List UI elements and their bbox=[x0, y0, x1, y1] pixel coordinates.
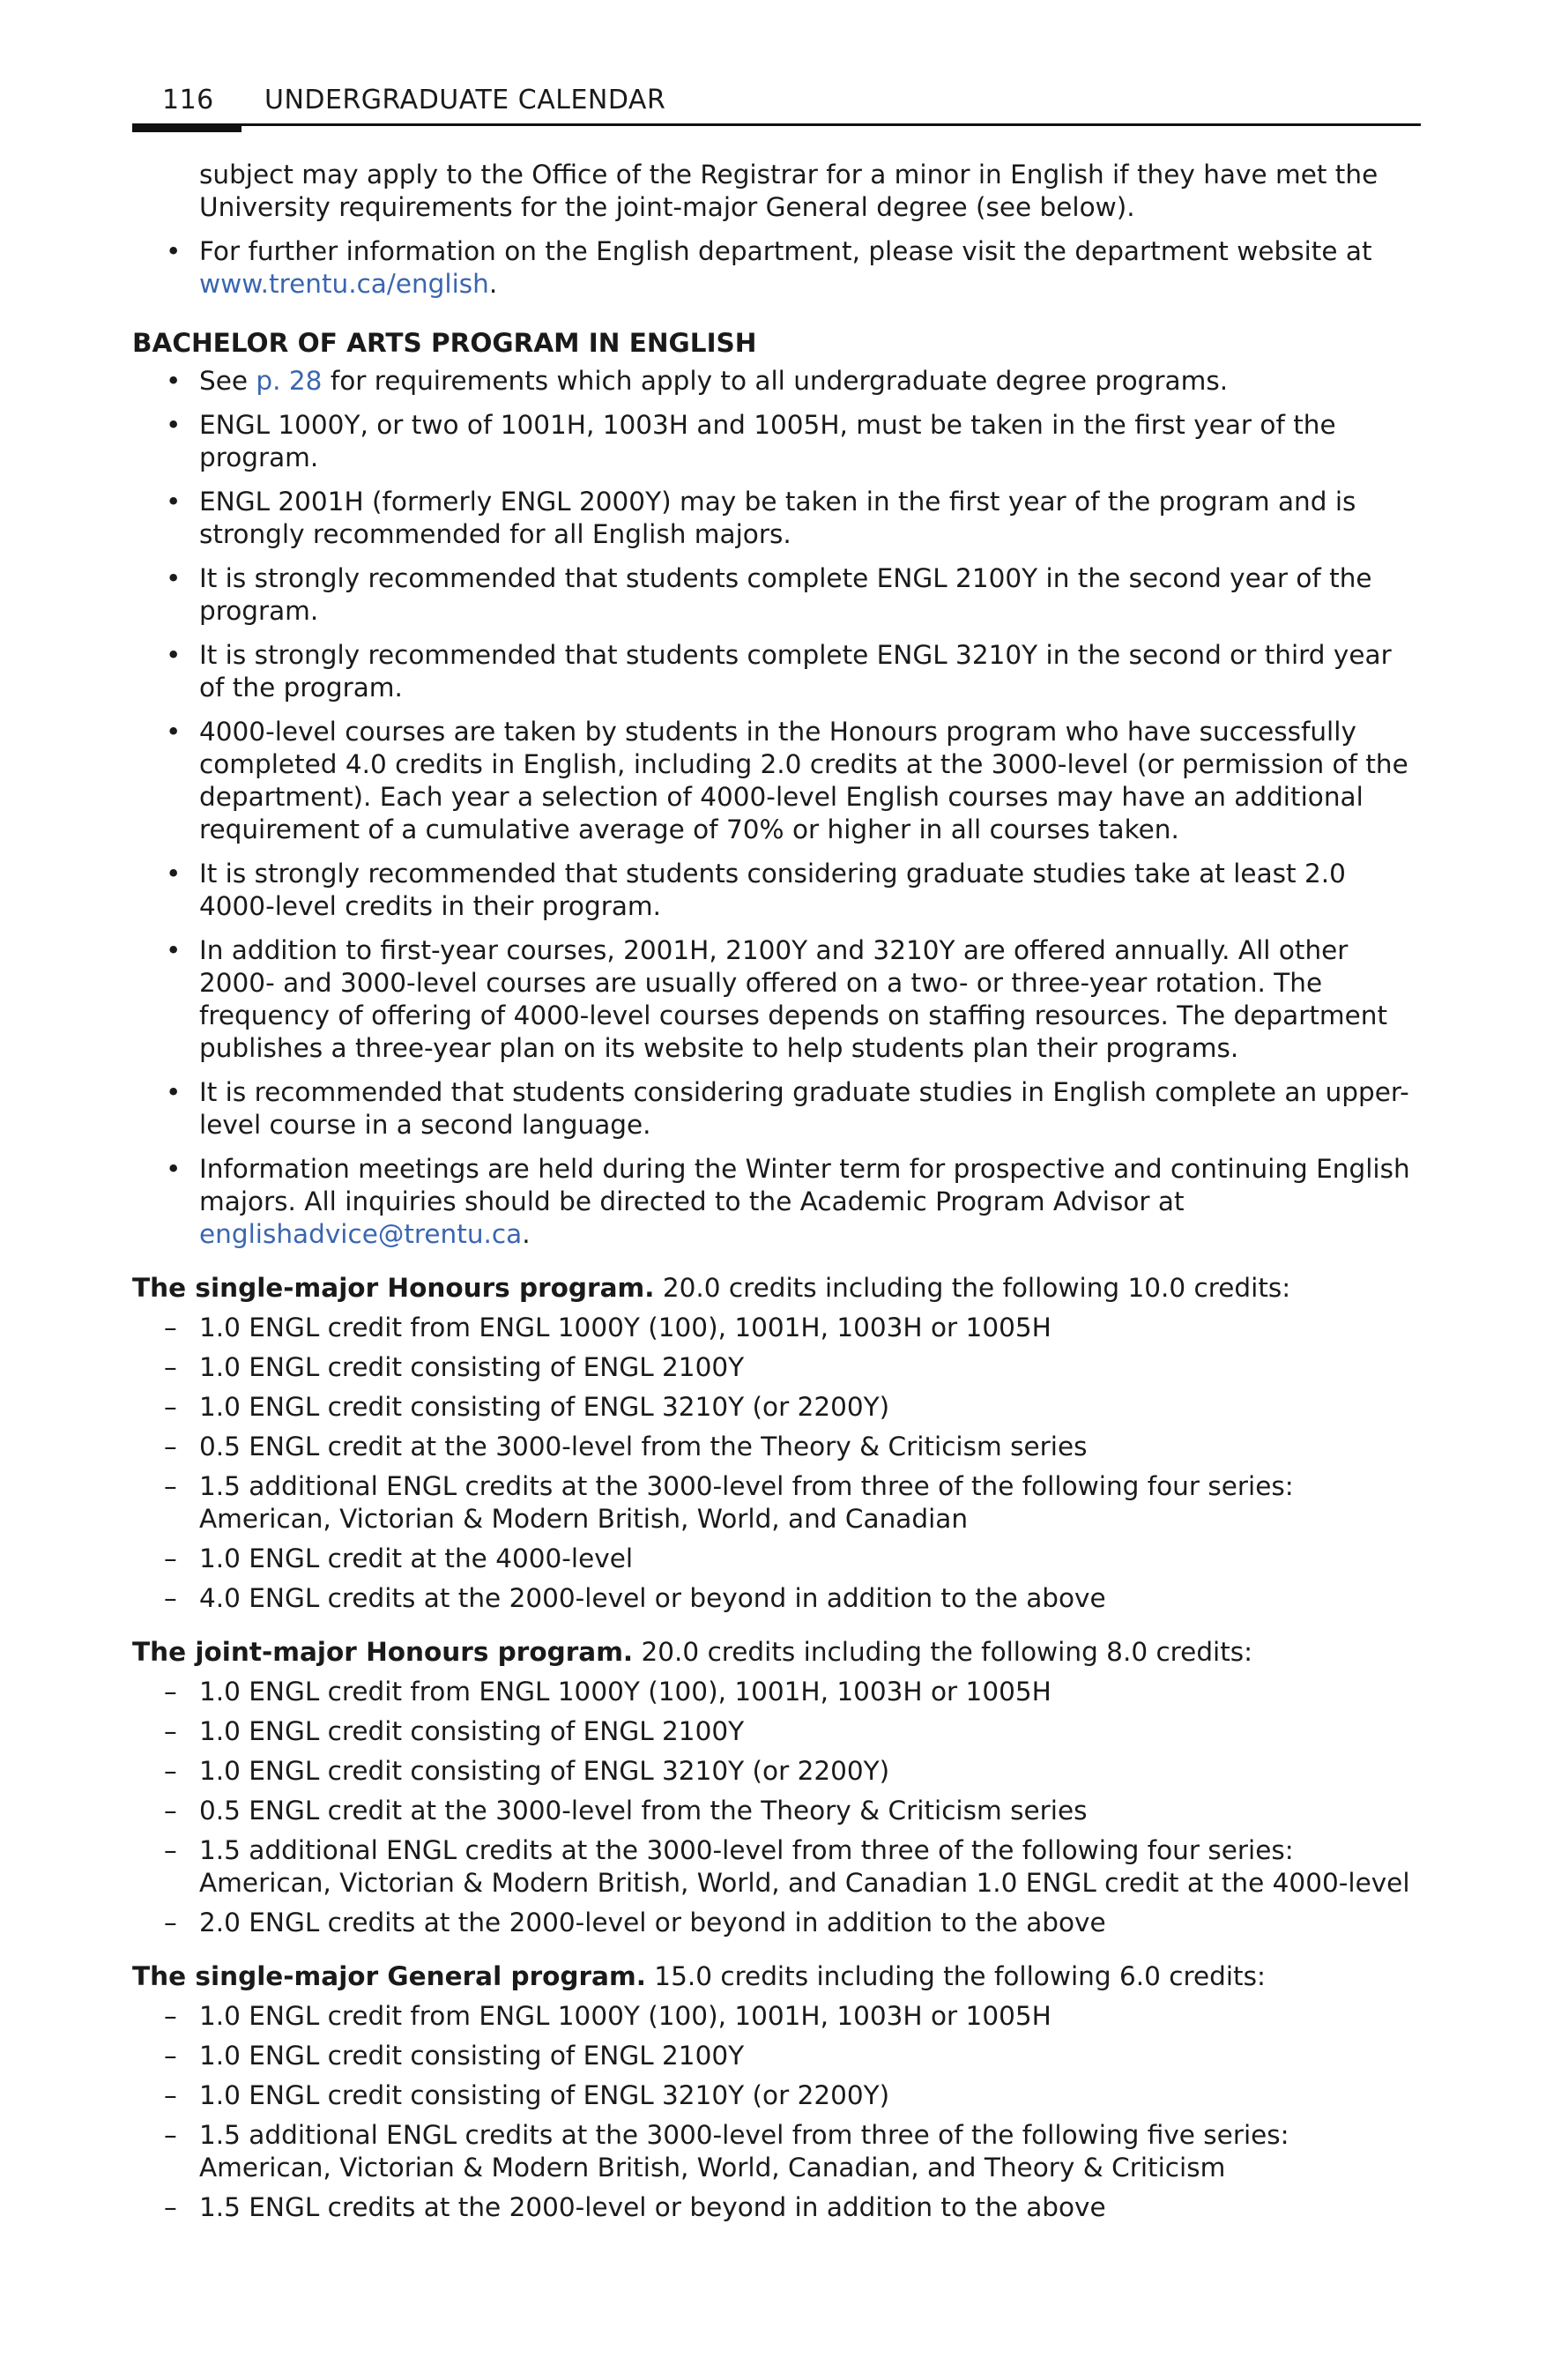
ba-section-heading: BACHELOR OF ARTS PROGRAM IN ENGLISH bbox=[132, 328, 757, 358]
further-info-bullet bbox=[132, 235, 1421, 301]
program-requirement: – 1.0 ENGL credit consisting of ENGL 3210Y (or 2200Y) bbox=[132, 2079, 1421, 2112]
program-title: The single-major General program. bbox=[132, 1961, 646, 1991]
program-requirement: – 1.0 ENGL credit consisting of ENGL 2100Y bbox=[132, 2040, 1421, 2072]
program-requirement: – 1.0 ENGL credit at the 4000-level bbox=[132, 1543, 1421, 1575]
program-requirement: – 1.5 additional ENGL credits at the 3000-level from three of the following five series: American, Victorian & Modern British, World, Canadian, and Theory & Criticism bbox=[132, 2119, 1421, 2184]
ba-bullet: • It is strongly recommended that students considering graduate studies take at least 2.0 4000-level credits in their program. bbox=[132, 858, 1421, 923]
header-rule bbox=[132, 123, 1421, 126]
program-requirement: – 1.5 additional ENGL credits at the 3000-level from three of the following four series: American, Victorian & Modern British, World, and Canadian bbox=[132, 1470, 1421, 1536]
info-meetings-text: Information meetings are held during the Winter term for prospective and continuing English majors. All inquiries should be directed to the Academic Program Advisor at bbox=[199, 1154, 1410, 1216]
program-requirement: – 1.0 ENGL credit consisting of ENGL 2100Y bbox=[132, 1351, 1421, 1384]
program-requirement: – 1.0 ENGL credit consisting of ENGL 3210Y (or 2200Y) bbox=[132, 1755, 1421, 1788]
ba-bullet: • It is strongly recommended that students complete ENGL 3210Y in the second or third year of the program. bbox=[132, 639, 1421, 704]
ba-bullet: • It is recommended that students considering graduate studies in English complete an upper-level course in a second language. bbox=[132, 1076, 1421, 1142]
page-number: 116 bbox=[162, 85, 214, 115]
program-requirement: – 1.0 ENGL credit consisting of ENGL 3210Y (or 2200Y) bbox=[132, 1391, 1421, 1424]
advisor-email-link[interactable]: englishadvice@trentu.ca bbox=[199, 1219, 523, 1249]
page-content bbox=[132, 159, 1421, 2231]
program-single-major-honours bbox=[132, 1272, 1421, 1305]
program-single-major-general bbox=[132, 1960, 1421, 1993]
ba-bullet: • It is strongly recommended that students complete ENGL 2100Y in the second year of the program. bbox=[132, 562, 1421, 628]
program-requirement: – 2.0 ENGL credits at the 2000-level or beyond in addition to the above bbox=[132, 1907, 1421, 1939]
program-requirement: – 1.0 ENGL credit from ENGL 1000Y (100), 1001H, 1003H or 1005H bbox=[132, 1676, 1421, 1708]
ba-bullet: • 4000-level courses are taken by students in the Honours program who have successfully completed 4.0 credits in English, including 2.0 credits at the 3000-level (or permission of the department). Each year a selection of 4000-level English courses may have an additional requirement of a cumulative average of 70% or higher in all courses taken. bbox=[132, 716, 1421, 846]
further-info-text: For further information on the English department, please visit the department website at bbox=[199, 236, 1372, 266]
ba-bullet: • In addition to first-year courses, 2001H, 2100Y and 3210Y are offered annually. All other 2000- and 3000-level courses are usually offered on a two- or three-year rotation. The frequency of offering of 4000-level courses depends on staffing resources. The department publishes a three-year plan on its website to help students plan their programs. bbox=[132, 934, 1421, 1065]
page-28-link[interactable]: p. 28 bbox=[256, 366, 323, 396]
english-website-link[interactable]: www.trentu.ca/english bbox=[199, 269, 489, 299]
see-prefix: See bbox=[199, 366, 256, 396]
program-requirement: – 1.5 additional ENGL credits at the 3000-level from three of the following four series: American, Victorian & Modern British, World, and Canadian 1.0 ENGL credit at the 4000-level bbox=[132, 1834, 1421, 1900]
info-meetings-bullet bbox=[132, 1153, 1421, 1251]
program-requirement: – 0.5 ENGL credit at the 3000-level from the Theory & Criticism series bbox=[132, 1431, 1421, 1463]
further-info-end: . bbox=[488, 269, 498, 299]
program-requirement: – 1.0 ENGL credit consisting of ENGL 2100Y bbox=[132, 1715, 1421, 1748]
header-rule-accent bbox=[132, 123, 241, 132]
program-requirement: – 1.0 ENGL credit from ENGL 1000Y (100), 1001H, 1003H or 1005H bbox=[132, 1312, 1421, 1344]
program-requirement: – 0.5 ENGL credit at the 3000-level from the Theory & Criticism series bbox=[132, 1795, 1421, 1827]
ba-bullet: • ENGL 2001H (formerly ENGL 2000Y) may be taken in the first year of the program and is strongly recommended for all English majors. bbox=[132, 486, 1421, 551]
program-title: The single-major Honours program. bbox=[132, 1273, 655, 1303]
info-meetings-end: . bbox=[522, 1219, 531, 1249]
page-header bbox=[132, 81, 1421, 125]
program-summary: 15.0 credits including the following 6.0 credits: bbox=[645, 1961, 1266, 1991]
program-summary: 20.0 credits including the following 10.0 credits: bbox=[654, 1273, 1291, 1303]
program-title: The joint-major Honours program. bbox=[132, 1637, 634, 1667]
see-requirements-bullet bbox=[132, 365, 1421, 398]
program-joint-major-honours bbox=[132, 1636, 1421, 1669]
see-suffix: for requirements which apply to all undergraduate degree programs. bbox=[322, 366, 1229, 396]
continuation-paragraph: subject may apply to the Office of the Registrar for a minor in English if they have met the University requirements for the joint-major General degree (see below). bbox=[199, 160, 1378, 222]
program-requirement: – 1.0 ENGL credit from ENGL 1000Y (100), 1001H, 1003H or 1005H bbox=[132, 2000, 1421, 2033]
ba-bullet: • ENGL 1000Y, or two of 1001H, 1003H and 1005H, must be taken in the first year of the program. bbox=[132, 409, 1421, 474]
running-title: UNDERGRADUATE CALENDAR bbox=[264, 85, 666, 115]
program-requirement: – 4.0 ENGL credits at the 2000-level or beyond in addition to the above bbox=[132, 1582, 1421, 1615]
program-requirement: – 1.5 ENGL credits at the 2000-level or beyond in addition to the above bbox=[132, 2191, 1421, 2224]
program-summary: 20.0 credits including the following 8.0 credits: bbox=[633, 1637, 1253, 1667]
